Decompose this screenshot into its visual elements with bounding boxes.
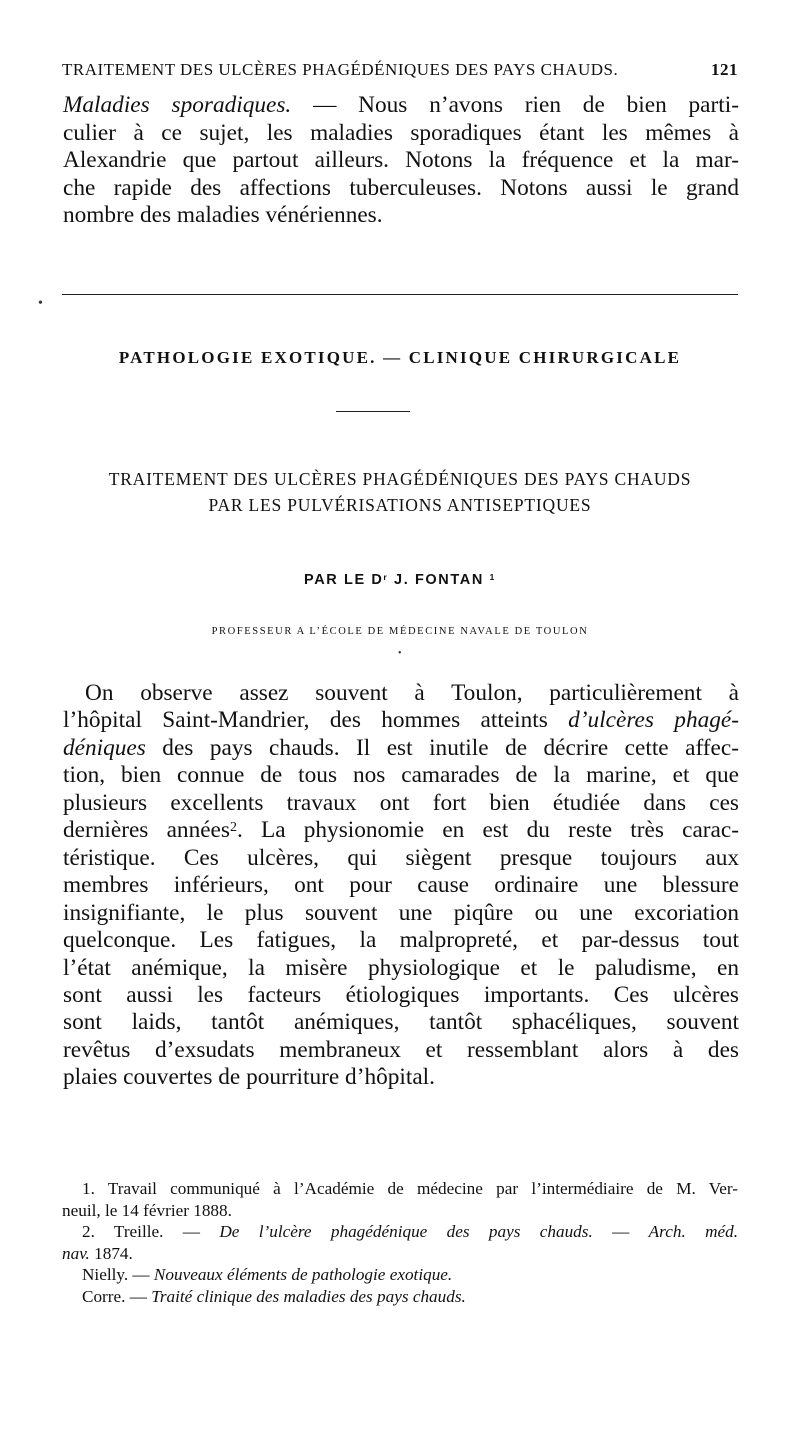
footnote-text: 1874. (89, 1243, 133, 1263)
body-text: . La physionomie en est du reste très carac- (236, 817, 739, 844)
footnote-line (62, 1264, 738, 1286)
author-line (62, 572, 738, 588)
footnote-line: neuil, le 14 février 1888. (62, 1200, 232, 1220)
body-line: membres inférieurs, ont pour cause ordinaire une blessure (63, 872, 739, 899)
author-prefix: PAR LE D (304, 572, 384, 588)
footnote-italic: De l’ulcère phagédénique des pays chauds. (219, 1222, 593, 1242)
body-line: téristique. Ces ulcères, qui siègent presque toujours aux (63, 844, 739, 871)
body-line: quelconque. Les fatigues, la malpropreté, et par-dessus tout (63, 927, 739, 954)
body-line: insignifiante, le plus souvent une piqûre ou une excoriation (63, 899, 739, 926)
running-head (62, 60, 738, 80)
top-paragraph-text: — Nous n’avons rien de bien parti- (291, 92, 739, 118)
footnote-line (62, 1286, 738, 1308)
body-line: l’état anémique, la misère physiologique et le paludisme, en (63, 954, 739, 981)
footnote-line: 1. Travail communiqué à l’Académie de médecine par l’intermédiaire de M. Ver- (82, 1179, 738, 1198)
body-line (63, 735, 739, 762)
footnote-ref: 1 (489, 572, 496, 583)
body-italic: déniques (63, 734, 146, 761)
footnote-italic: Traité clinique des maladies des pays chauds. (151, 1286, 466, 1306)
footnote-italic: nav. (62, 1243, 90, 1263)
footnote-italic: Arch. méd. (648, 1222, 739, 1242)
separator-rule (62, 294, 738, 295)
page-number: 121 (711, 60, 738, 79)
body-text: l’hôpital Saint-Mandrier, des hommes atteints (63, 707, 569, 734)
author-title-sup: r (383, 572, 389, 583)
footnote-text: Nielly. — (82, 1265, 154, 1285)
body-line: tion, bien connue de tous nos camarades de la marine, et que (63, 762, 739, 789)
body-line: sont laids, tantôt anémiques, tantôt sphacéliques, souvent (63, 1009, 739, 1036)
body-text: dernières années (63, 817, 230, 844)
author-name: J. FONTAN (388, 572, 484, 588)
body-line (63, 817, 739, 844)
section-heading: PATHOLOGIE EXOTIQUE. — CLINIQUE CHIRURGICALE (118, 348, 682, 367)
body-line: sont aussi les facteurs étiologiques importants. Ces ulcères (63, 981, 739, 1008)
top-paragraph-line: nombre des maladies vénériennes. (63, 202, 383, 229)
small-mark: • (398, 648, 402, 659)
top-paragraph (63, 92, 739, 230)
body-line: plusieurs excellents travaux ont fort bien étudiée dans ces (63, 789, 739, 816)
margin-mark: • (38, 296, 43, 311)
sporadic-heading: Maladies sporadiques. (63, 92, 292, 118)
top-paragraph-line (63, 92, 739, 120)
body-text: des pays chauds. Il est inutile de décrire cette affec- (145, 734, 739, 761)
article-title-line: PAR LES PULVÉRISATIONS ANTISEPTIQUES (208, 495, 592, 515)
body-line (63, 707, 739, 734)
body-line: revêtus d’exsudats membraneux et ressemblant alors à des (63, 1036, 739, 1063)
top-paragraph-line: Alexandrie que partout ailleurs. Notons la fréquence et la mar- (63, 147, 739, 174)
article-title-line: TRAITEMENT DES ULCÈRES PHAGÉDÉNIQUES DES PAYS CHAUDS (108, 469, 692, 489)
footnote-line (62, 1243, 738, 1265)
short-rule (336, 411, 410, 412)
footnote-text: 2. Treille. — (82, 1222, 220, 1242)
body-line: plaies couvertes de pourriture d’hôpital. (63, 1064, 435, 1091)
footnotes (62, 1178, 738, 1308)
body-line: On observe assez souvent à Toulon, particulièrement à (85, 680, 739, 706)
footnote-text: Corre. — (82, 1286, 152, 1306)
footnote-line (62, 1221, 738, 1243)
body-italic: d’ulcères phagé- (568, 707, 739, 734)
footnote-ref: 2 (229, 819, 237, 835)
running-head-title: TRAITEMENT DES ULCÈRES PHAGÉDÉNIQUES DES PAYS CHAUDS. (62, 60, 619, 79)
author-affiliation: PROFESSEUR A L’ÉCOLE DE MÉDECINE NAVALE DE TOULON (211, 626, 589, 637)
footnote-italic: Nouveaux éléments de pathologie exotique. (153, 1265, 453, 1285)
article-title (62, 466, 738, 518)
top-paragraph-line: che rapide des affections tuberculeuses. Notons aussi le grand (63, 174, 739, 201)
body-paragraph (63, 680, 739, 1092)
footnote-text: — (592, 1222, 649, 1242)
top-paragraph-line: culier à ce sujet, les maladies sporadiques étant les mêmes à (63, 119, 739, 146)
